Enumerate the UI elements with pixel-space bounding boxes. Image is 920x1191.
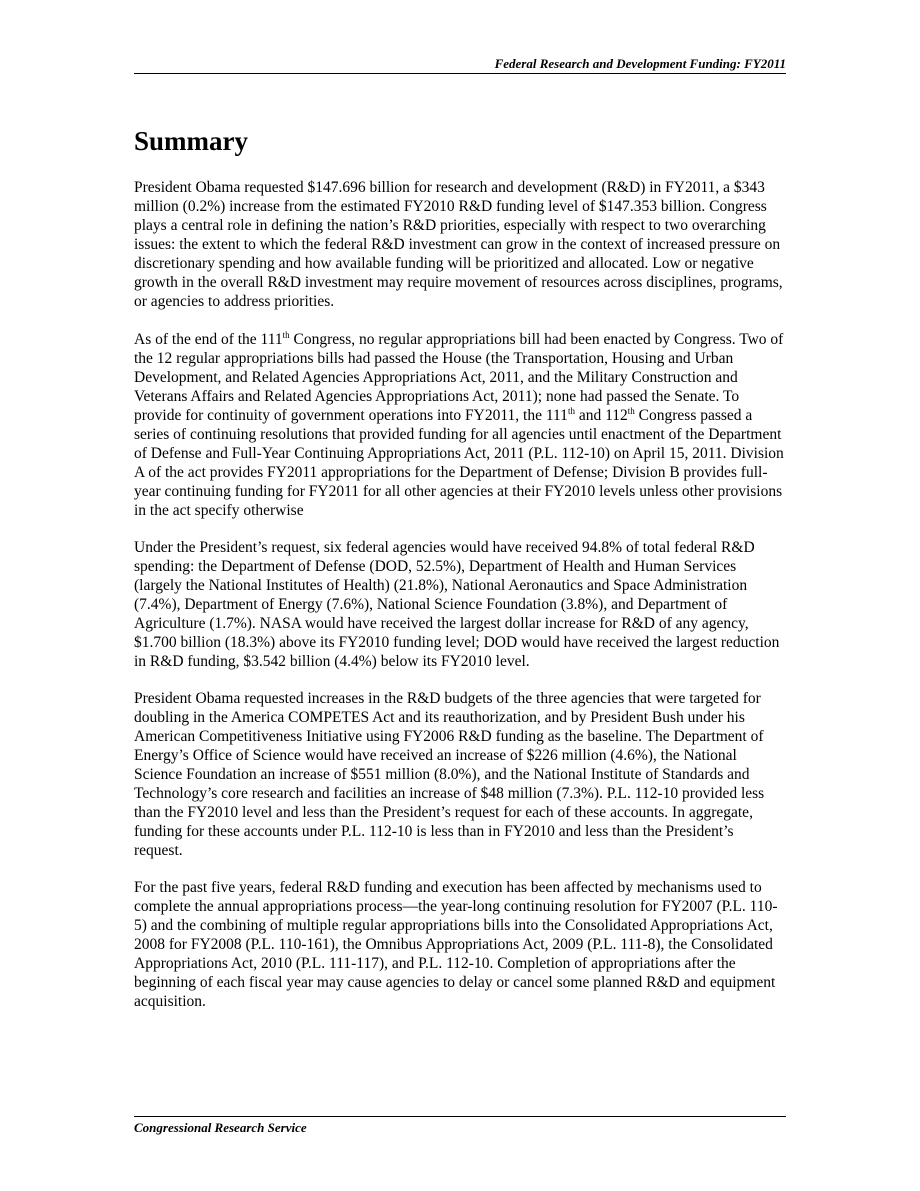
summary-paragraph-4: President Obama requested increases in the R&D budgets of the three agencies that were targeted for doubling in the America COMPETES Act and its reauthorization, and by President Bush under his American Competitiveness Initiative using FY2006 R&D funding as the baseline. The Department of Energy’s Office of Science would have received an increase of $226 million (4.6%), the National Science Foundation an increase of $551 million (8.0%), and the National Institute of Standards and Technology’s core research and facilities an increase of $48 million (7.3%). P.L. 112-10 provided less than the FY2010 level and less than the President’s request for each of these accounts. In aggregate, funding for these accounts under P.L. 112-10 is less than in FY2010 and less than the President’s request.	[134, 690, 765, 859]
paragraph-2-text-1: As of the end of the 111	[134, 331, 283, 348]
paragraph-2-text-3: and 112	[574, 407, 628, 424]
summary-body	[134, 178, 786, 1029]
ordinal-superscript: th	[282, 329, 290, 340]
section-title: Summary	[134, 126, 248, 156]
summary-paragraph-3: Under the President’s request, six federal agencies would have received 94.8% of total federal R&D spending: the Department of Defense (DOD, 52.5%), Department of Health and Human Services (largely the National Institutes of Health) (21.8%), National Aeronautics and Space Administration (7.4%), Department of Energy (7.6%), National Science Foundation (3.8%), and Department of Agriculture (1.7%). NASA would have received the largest dollar increase for R&D of any agency, $1.700 billion (18.3%) above its FY2010 funding level; DOD would have received the largest reduction in R&D funding, $3.542 billion (4.4%) below its FY2010 level.	[134, 539, 780, 670]
summary-paragraph-1: President Obama requested $147.696 billion for research and development (R&D) in FY2011, a $343 million (0.2%) increase from the estimated FY2010 R&D funding level of $147.353 billion. Congress plays a central role in defining the nation’s R&D priorities, especially with respect to two overarching issues: the extent to which the federal R&D investment can grow in the context of increased pressure on discretionary spending and how available funding will be prioritized and allocated. Low or negative growth in the overall R&D investment may require movement of resources across disciplines, programs, or agencies to address priorities.	[134, 179, 783, 310]
running-footer: Congressional Research Service	[134, 1120, 307, 1135]
paragraph-2-text-4: Congress passed a series of continuing resolutions that provided funding for all agencies until enactment of the Department of Defense and Full-Year Continuing Appropriations Act, 2011 (P.L. 112-10) on April 15, 2011. Division A of the act provides FY2011 appropriations for the Department of Defense; Division B provides full-year continuing funding for FY2011 for all other agencies at their FY2010 levels unless other provisions in the act specify otherwise	[134, 407, 784, 519]
ordinal-superscript: th	[627, 405, 635, 416]
paragraph-2-text-2: Congress, no regular appropriations bill had been enacted by Congress. Two of the 12 regular appropriations bills had passed the House (the Transportation, Housing and Urban Development, and Related Agencies Appropriations Act, 2011, and the Military Construction and Veterans Affairs and Related Agencies Appropriations Act, 2011); none had passed the Senate. To provide for continuity of government operations into FY2011, the 111	[134, 331, 784, 424]
summary-paragraph-5: For the past five years, federal R&D funding and execution has been affected by mechanisms used to complete the annual appropriations process—the year-long continuing resolution for FY2007 (P.L. 110-5) and the combining of multiple regular appropriations bills into the Consolidated Appropriations Act, 2008 for FY2008 (P.L. 110-161), the Omnibus Appropriations Act, 2009 (P.L. 111-8), the Consolidated Appropriations Act, 2010 (P.L. 111-117), and P.L. 112-10. Completion of appropriations after the beginning of each fiscal year may cause agencies to delay or cancel some planned R&D and equipment acquisition.	[134, 879, 778, 1010]
ordinal-superscript: th	[567, 405, 575, 416]
header-rule	[134, 73, 786, 74]
summary-paragraph-2	[134, 330, 786, 520]
footer-rule	[134, 1116, 786, 1117]
running-header: Federal Research and Development Funding: FY2011	[494, 56, 786, 71]
